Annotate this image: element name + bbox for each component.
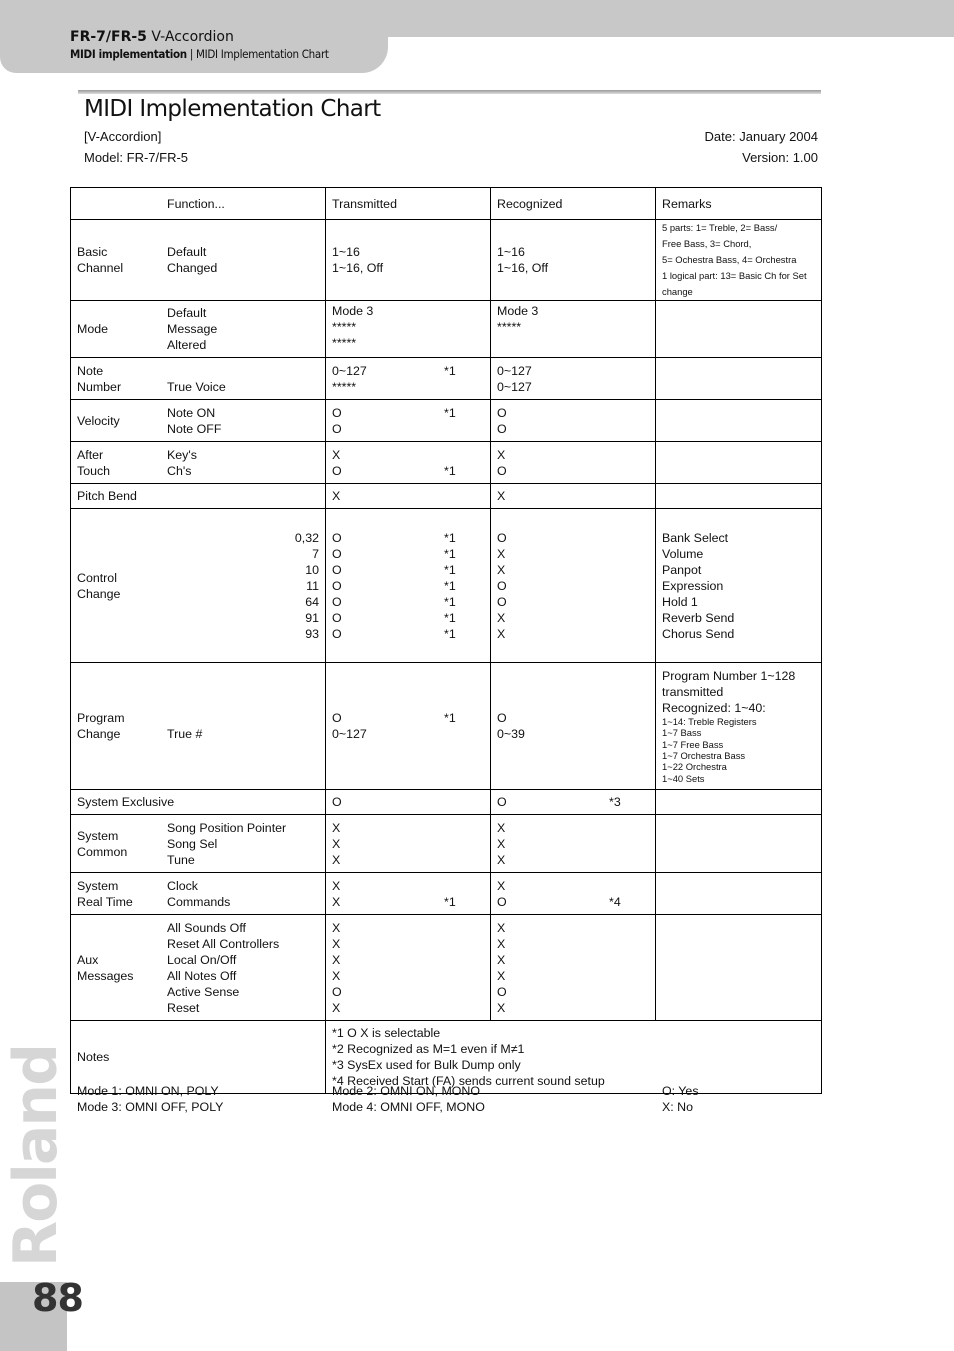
table-row-header [71, 188, 822, 220]
recognized-cell: O *3 [491, 790, 656, 815]
notes-cell: *1 O X is selectable *2 Recognized as M=1 even if M≠1 *3 SysEx used for Bulk Dump only *4 Received Start (FA) sends current sound setup [326, 1021, 822, 1094]
remarks-cell: Bank Select Volume Panpot Expression Hold 1 Reverb Send Chorus Send [656, 509, 822, 663]
title-rule [78, 90, 821, 94]
header-recognized: Recognized [491, 188, 656, 220]
header-remarks: Remarks [656, 188, 822, 220]
function-cell: Note Number True Voice [71, 358, 326, 400]
function-cell: After Touch Key's Ch's [71, 442, 326, 484]
function-cell: Basic Channel Default Changed [71, 220, 326, 301]
legend-yes-no: O: Yes X: No [662, 1084, 699, 1114]
recognized-cell: X [491, 484, 656, 509]
function-cell: Notes [71, 1021, 326, 1094]
header-section: MIDI implementation | MIDI Implementation Chart [70, 47, 329, 61]
transmitted-cell: X X *1 [326, 873, 491, 915]
transmitted-cell: X [326, 484, 491, 509]
table-row-control-change [71, 509, 822, 663]
table-row-program-change [71, 663, 822, 790]
table-row-after-touch [71, 442, 822, 484]
table-row-aux-messages [71, 915, 822, 1021]
recognized-cell: 0~127 0~127 [491, 358, 656, 400]
function-cell: System Exclusive [71, 790, 326, 815]
page-title: MIDI Implementation Chart [84, 96, 381, 122]
recognized-cell: X X X X O X [491, 915, 656, 1021]
recognized-cell: X X X [491, 815, 656, 873]
transmitted-cell: X O *1 [326, 442, 491, 484]
legend-mode-2-4: Mode 2: OMNI ON, MONO Mode 4: OMNI OFF, MONO [332, 1084, 485, 1114]
remarks-cell [656, 815, 822, 873]
remarks-cell [656, 358, 822, 400]
page-number: 88 [32, 1276, 83, 1320]
recognized-cell: O X X O O X X [491, 509, 656, 663]
remarks-cell [656, 915, 822, 1021]
transmitted-cell: Mode 3 ***** ***** [326, 301, 491, 358]
transmitted-cell: X X X [326, 815, 491, 873]
recognized-cell: O 0~39 [491, 663, 656, 790]
recognized-cell: X O *4 [491, 873, 656, 915]
function-cell: Mode Default Message Altered [71, 301, 326, 358]
table-row-mode [71, 301, 822, 358]
function-cell: System Real Time Clock Commands [71, 873, 326, 915]
table-row-basic-channel [71, 220, 822, 301]
meta-version: Version: 1.00 [742, 150, 818, 165]
table-row-velocity [71, 400, 822, 442]
transmitted-cell: O *1 O [326, 400, 491, 442]
meta-date: Date: January 2004 [704, 129, 818, 144]
table-row-system-common [71, 815, 822, 873]
meta-product: [V-Accordion] [84, 129, 162, 144]
remarks-cell [656, 301, 822, 358]
table-row-system-real-time [71, 873, 822, 915]
remarks-cell [656, 442, 822, 484]
transmitted-cell: 1~16 1~16, Off [326, 220, 491, 301]
header-function: Function... [71, 188, 326, 220]
remarks-cell: Program Number 1~128 transmitted Recognized: 1~40: 1~14: Treble Registers 1~7 Bass 1~7 Free Bass 1~7 Orchestra Bass 1~22 Orchestra 1~40 Sets [656, 663, 822, 790]
recognized-cell: O O [491, 400, 656, 442]
remarks-cell [656, 790, 822, 815]
header-model: FR-7/FR-5 V-Accordion [70, 29, 234, 45]
recognized-cell: Mode 3 ***** [491, 301, 656, 358]
transmitted-cell: 0~127 *1 ***** [326, 358, 491, 400]
transmitted-cell: X X X X O X [326, 915, 491, 1021]
transmitted-cell: O [326, 790, 491, 815]
transmitted-cell: O *1 O *1 O *1 O *1 O *1 O *1 O *1 [326, 509, 491, 663]
recognized-cell: X O [491, 442, 656, 484]
remarks-cell [656, 400, 822, 442]
meta-model: Model: FR-7/FR-5 [84, 150, 189, 165]
function-cell: Pitch Bend [71, 484, 326, 509]
recognized-cell: 1~16 1~16, Off [491, 220, 656, 301]
function-cell: Aux Messages All Sounds Off Reset All Controllers Local On/Off All Notes Off Active Sense Reset [71, 915, 326, 1021]
function-cell: Program Change True # [71, 663, 326, 790]
table-row-pitch-bend [71, 484, 822, 509]
transmitted-cell: O *1 0~127 [326, 663, 491, 790]
function-cell: System Common Song Position Pointer Song Sel Tune [71, 815, 326, 873]
legend-mode-1-3: Mode 1: OMNI ON, POLY Mode 3: OMNI OFF, POLY [77, 1084, 224, 1114]
remarks-cell [656, 873, 822, 915]
remarks-cell [656, 484, 822, 509]
midi-chart-table [70, 187, 822, 1094]
function-cell: Control Change 0,32 7 10 11 64 91 93 [71, 509, 326, 663]
roland-logo: Roland [1, 1044, 71, 1268]
remarks-cell: 5 parts: 1= Treble, 2= Bass/ Free Bass, 3= Chord, 5= Ochestra Bass, 4= Orchestra 1 logical part: 13= Basic Ch for Set change [656, 220, 822, 301]
table-row-note-number [71, 358, 822, 400]
header-transmitted: Transmitted [326, 188, 491, 220]
function-cell: Velocity Note ON Note OFF [71, 400, 326, 442]
table-row-system-exclusive [71, 790, 822, 815]
